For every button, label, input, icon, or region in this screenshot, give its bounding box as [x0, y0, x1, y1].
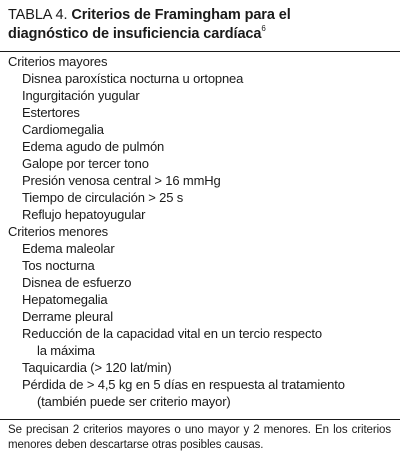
major-criterion: Presión venosa central > 16 mmHg [22, 173, 221, 188]
major-criterion: Galope por tercer tono [22, 156, 149, 171]
minor-criterion: Derrame pleural [22, 309, 113, 324]
major-criterion: Reflujo hepatoyugular [22, 207, 146, 222]
minor-criterion: Pérdida de > 4,5 kg en 5 días en respuesta al tratamiento [22, 377, 345, 392]
minor-criterion-continuation: la máxima [37, 343, 95, 358]
major-criterion: Ingurgitación yugular [22, 88, 140, 103]
minor-criterion: Reducción de la capacidad vital en un tercio respecto [22, 326, 322, 341]
minor-criterion: Hepatomegalia [22, 292, 108, 307]
table-heading-line-2: diagnóstico de insuficiencia cardíaca [8, 26, 262, 42]
major-criteria-heading: Criterios mayores [8, 54, 108, 69]
table-title [8, 6, 392, 44]
major-criterion: Estertores [22, 105, 80, 120]
minor-criterion: Edema maleolar [22, 241, 115, 256]
reference-superscript: 6 [261, 24, 266, 33]
minor-criteria-heading: Criterios menores [8, 224, 109, 239]
minor-criterion: Disnea de esfuerzo [22, 275, 132, 290]
major-criterion: Edema agudo de pulmón [22, 139, 165, 154]
top-rule [0, 51, 400, 52]
table-footnote: Se precisan 2 criterios mayores o uno mayor y 2 menores. En los criterios menores deben descartarse otras posibles causas. [8, 424, 391, 451]
minor-criterion: Taquicardia (> 120 lat/min) [22, 360, 172, 375]
major-criterion: Cardiomegalia [22, 122, 104, 137]
criteria-list [0, 53, 400, 410]
minor-criterion: Tos nocturna [22, 258, 95, 273]
major-criterion: Tiempo de circulación > 25 s [22, 190, 184, 205]
major-criterion: Disnea paroxística nocturna u ortopnea [22, 71, 244, 86]
bottom-rule [0, 419, 400, 420]
table-number: TABLA 4. [8, 7, 68, 23]
table-heading-line-1: Criterios de Framingham para el [71, 7, 291, 23]
minor-criterion-continuation: (también puede ser criterio mayor) [37, 394, 231, 409]
